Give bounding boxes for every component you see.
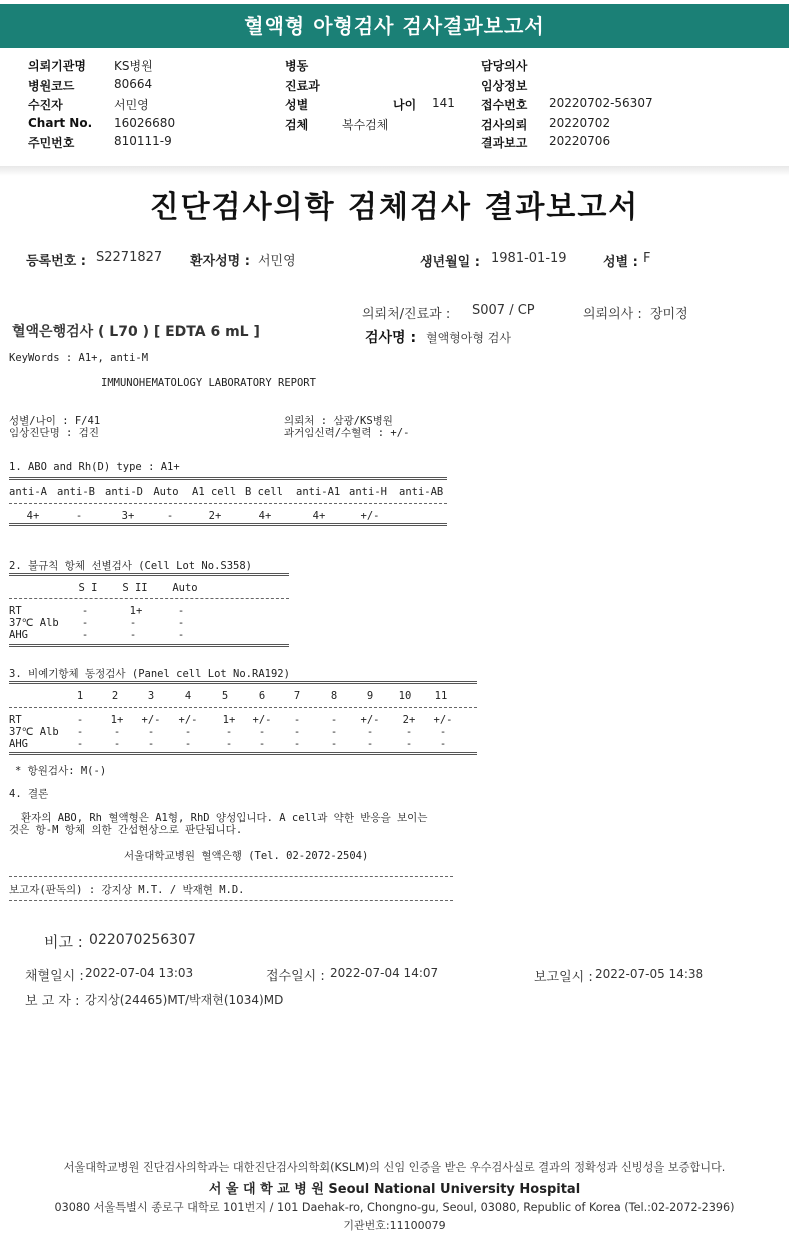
divider <box>9 477 447 480</box>
screen-header: S I <box>78 582 98 594</box>
panel-cell: +/- <box>433 714 453 726</box>
hospital-address: 03080 서울특별시 종로구 대학로 101번지 / 101 Daehak-ro, Chongno-gu, Seoul, 03080, Republic of Korea (Tel.:02-2072-2396) <box>54 1201 735 1214</box>
screen-cell: - <box>177 629 185 641</box>
screen-cell: - <box>177 617 185 629</box>
patient-name-label: 환자성명 : <box>190 254 250 269</box>
test-name-value: 혈액형아형 검사 <box>426 331 511 345</box>
screen-cell: - <box>81 629 89 641</box>
result-date-value: 20220706 <box>549 134 611 148</box>
panel-row-label: 37℃ Alb <box>9 726 59 738</box>
panel-cell: - <box>405 726 413 738</box>
panel-cell: 1+ <box>110 714 124 726</box>
panel-cell: - <box>366 738 374 750</box>
panel-cell: 1+ <box>222 714 236 726</box>
certification-text: 서울대학교병원 진단검사의학과는 대한진단검사의학회(KSLM)의 신임 인증을 받은 우수검사실로 결과의 정확성과 신빙성을 보증합니다. <box>63 1161 726 1174</box>
panel-header: 3 <box>147 690 155 702</box>
abo-header: anti-D <box>105 486 143 498</box>
accession-no-value: 20220702-56307 <box>549 96 653 110</box>
remarks-value: 022070256307 <box>89 932 196 948</box>
hospital-name-value: KS병원 <box>114 59 153 73</box>
panel-header: 10 <box>398 690 412 702</box>
panel-cell: - <box>439 726 447 738</box>
screen-cell: 1+ <box>129 605 143 617</box>
conclusion-line-2: 것은 항-M 항체 의한 간섭현상으로 판단됩니다. <box>9 824 243 836</box>
divider <box>9 707 477 708</box>
abo-value: 4+ <box>258 510 272 522</box>
section-3-title: 3. 비예기항체 동정검사 (Panel cell Lot No.RA192) <box>9 668 290 680</box>
institution-code: 기관번호:11100079 <box>343 1219 446 1232</box>
chart-no-value: 16026680 <box>114 116 176 130</box>
clinical-info-label: 임상정보 <box>481 79 528 93</box>
divider <box>9 644 289 647</box>
panel-header: 1 <box>76 690 84 702</box>
screen-header: S II <box>122 582 148 594</box>
abo-value: 2+ <box>208 510 222 522</box>
panel-cell: - <box>405 738 413 750</box>
chart-no-label: Chart No. <box>28 116 93 130</box>
department-label: 진료과 <box>285 79 320 93</box>
abo-header: anti-A1 <box>296 486 341 498</box>
panel-row-label: RT <box>9 714 22 726</box>
patient-name-value: 서민영 <box>258 254 296 269</box>
panel-cell: - <box>184 738 192 750</box>
panel-header: 7 <box>293 690 301 702</box>
divider <box>9 503 447 504</box>
abo-value: +/- <box>360 510 380 522</box>
collect-label: 채혈일시 : <box>25 969 84 984</box>
screen-cell: - <box>129 629 137 641</box>
panel-cell: - <box>225 738 233 750</box>
conclusion-line-1: 환자의 ABO, Rh 혈액형은 A1형, RhD 양성입니다. A cell과 약한 반응을 보이는 <box>21 812 428 824</box>
antigen-test: * 항원검사: M(-) <box>15 765 107 777</box>
panel-cell: - <box>225 726 233 738</box>
collect-value: 2022-07-04 13:03 <box>85 966 194 980</box>
panel-cell: - <box>258 738 266 750</box>
abo-header: A1 cell <box>192 486 237 498</box>
hospital-name-label: 의뢰기관명 <box>28 59 86 73</box>
panel-cell: - <box>293 738 301 750</box>
abo-header: Auto <box>153 486 179 498</box>
age-label: 나이 <box>393 98 417 112</box>
panel-header: 4 <box>184 690 192 702</box>
lab-title: IMMUNOHEMATOLOGY LABORATORY REPORT <box>101 377 316 389</box>
divider <box>9 573 289 576</box>
abo-header: anti-H <box>349 486 387 498</box>
panel-header: 8 <box>330 690 338 702</box>
screen-header: Auto <box>172 582 198 594</box>
screen-cell: - <box>129 617 137 629</box>
abo-header: B cell <box>245 486 283 498</box>
test-name-label: 검사명 : <box>365 330 417 346</box>
panel-cell: - <box>330 726 338 738</box>
section-4-title: 4. 결론 <box>9 788 49 800</box>
panel-cell: +/- <box>141 714 161 726</box>
screen-cell: - <box>177 605 185 617</box>
age-value: 141 <box>432 96 455 110</box>
sex-value-main: F <box>643 251 651 266</box>
panel-cell: - <box>76 726 84 738</box>
panel-cell: +/- <box>252 714 272 726</box>
divider <box>9 681 477 684</box>
panel-cell: - <box>184 726 192 738</box>
receive-label: 접수일시 : <box>266 969 325 984</box>
divider <box>9 876 453 877</box>
resident-no-label: 주민번호 <box>28 136 75 150</box>
ward-label: 병동 <box>285 59 309 73</box>
section-2-title: 2. 불규칙 항체 선별검사 (Cell Lot No.S358) <box>9 560 253 572</box>
sex-label-main: 성별 : <box>603 255 638 270</box>
dob-value: 1981-01-19 <box>491 251 567 266</box>
panel-header: 5 <box>221 690 229 702</box>
screen-cell: - <box>81 605 89 617</box>
result-date-label: 결과보고 <box>481 136 528 150</box>
panel-header: 2 <box>111 690 119 702</box>
panel-cell: - <box>258 726 266 738</box>
dept-label: 의뢰처/진료과 : <box>362 307 451 322</box>
screen-cell: - <box>81 617 89 629</box>
panel-cell: +/- <box>178 714 198 726</box>
reporter-label: 보 고 자 : <box>25 994 80 1009</box>
specimen-value: 복수검체 <box>342 118 389 132</box>
sex-label: 성별 <box>285 98 309 112</box>
report-date-value: 2022-07-05 14:38 <box>595 967 704 981</box>
abo-header: anti-AB <box>399 486 444 498</box>
panel-header: 11 <box>434 690 448 702</box>
patient-value: 서민영 <box>114 98 149 112</box>
panel-cell: - <box>293 714 301 726</box>
panel-cell: - <box>147 738 155 750</box>
panel-cell: - <box>439 738 447 750</box>
blood-bank-contact: 서울대학교병원 혈액은행 (Tel. 02-2072-2504) <box>124 850 369 862</box>
screen-row-label: 37℃ Alb <box>9 617 59 629</box>
accession-no-label: 접수번호 <box>481 98 528 112</box>
abo-header: anti-B <box>57 486 95 498</box>
patient-label: 수진자 <box>28 98 63 112</box>
abo-value: 4+ <box>312 510 326 522</box>
abo-value: 3+ <box>121 510 135 522</box>
panel-cell: - <box>330 738 338 750</box>
screen-row-label: AHG <box>9 629 28 641</box>
reg-no-label: 등록번호 : <box>26 254 86 269</box>
keywords: KeyWords : A1+, anti-M <box>9 352 149 364</box>
panel-cell: - <box>293 726 301 738</box>
header-info <box>0 48 789 167</box>
panel-cell: - <box>366 726 374 738</box>
abo-value: - <box>166 510 174 522</box>
dob-label: 생년월일 : <box>420 255 480 270</box>
req-doctor-value: 장미정 <box>650 307 688 322</box>
abo-value: 4+ <box>26 510 40 522</box>
test-section: 혈액은행검사 ( L70 ) [ EDTA 6 mL ] <box>12 324 260 340</box>
panel-header: 9 <box>366 690 374 702</box>
panel-row-label: AHG <box>9 738 28 750</box>
divider <box>9 523 447 526</box>
hospital-name: 서 울 대 학 교 병 원 Seoul National University Hospital <box>208 1182 581 1197</box>
reg-no-value: S2271827 <box>96 250 163 265</box>
panel-cell: - <box>147 726 155 738</box>
hospital-code-value: 80664 <box>114 77 153 91</box>
panel-cell: - <box>330 714 338 726</box>
reporter-value: 강지상(24465)MT/박재현(1034)MD <box>85 993 284 1007</box>
divider <box>9 752 477 755</box>
resident-no-value: 810111-9 <box>114 134 172 148</box>
remarks-label: 비고 : <box>44 933 83 951</box>
divider <box>9 900 453 901</box>
panel-cell: +/- <box>360 714 380 726</box>
history: 과거임신력/수혈력 : +/- <box>284 427 410 439</box>
report-title: 진단검사의학 검체검사 결과보고서 <box>149 190 640 225</box>
report-date-label: 보고일시 : <box>534 970 593 985</box>
specimen-label: 검체 <box>285 118 309 132</box>
panel-cell: - <box>113 738 121 750</box>
section-1-title: 1. ABO and Rh(D) type : A1+ <box>9 461 180 473</box>
panel-cell: - <box>113 726 121 738</box>
panel-header: 6 <box>258 690 266 702</box>
screen-row-label: RT <box>9 605 22 617</box>
request-date-value: 20220702 <box>549 116 611 130</box>
requester: 의뢰처 : 삼광/KS병원 <box>284 415 393 427</box>
diagnosis: 임상진단명 : 검진 <box>9 427 99 439</box>
panel-cell: 2+ <box>402 714 416 726</box>
divider <box>9 598 289 599</box>
header-shadow <box>0 166 789 176</box>
doctor-label: 담당의사 <box>481 59 528 73</box>
panel-cell: - <box>76 738 84 750</box>
reporter-line: 보고자(판독의) : 강지상 M.T. / 박재현 M.D. <box>9 884 245 896</box>
request-date-label: 검사의뢰 <box>481 118 528 132</box>
banner-title: 혈액형 아형검사 검사결과보고서 <box>0 4 789 48</box>
hospital-code-label: 병원코드 <box>28 79 75 93</box>
sex-age: 성별/나이 : F/41 <box>9 415 101 427</box>
req-doctor-label: 의뢰의사 : <box>583 307 642 322</box>
abo-header: anti-A <box>9 486 47 498</box>
dept-value: S007 / CP <box>472 303 535 318</box>
receive-value: 2022-07-04 14:07 <box>330 966 439 980</box>
abo-value: - <box>75 510 83 522</box>
panel-cell: - <box>76 714 84 726</box>
